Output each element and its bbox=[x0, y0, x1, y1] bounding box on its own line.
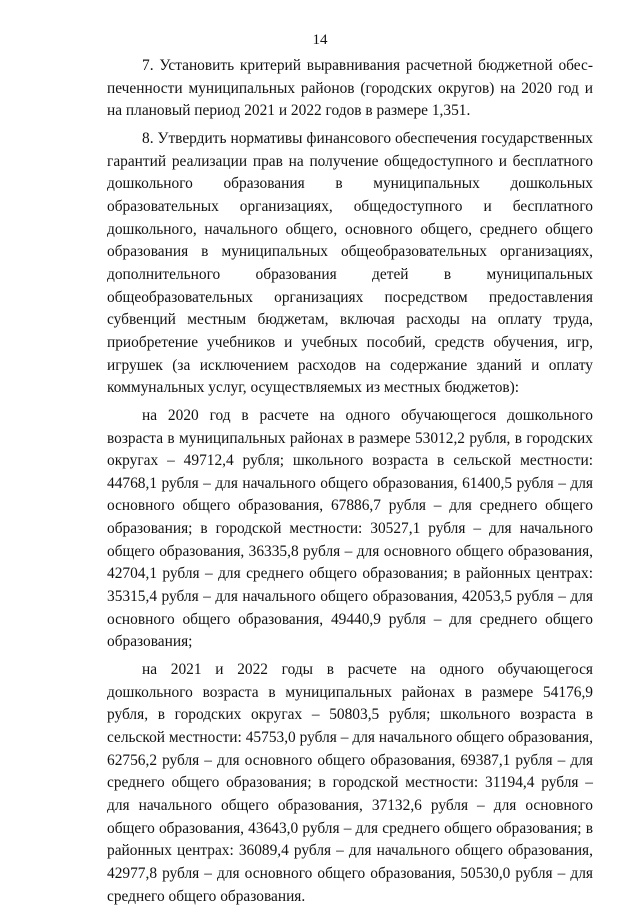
paragraph-2021-2022-rates: на 2021 и 2022 годы в расчете на одного обучающегося дошкольного возраста в муниципальных районах в размере 54176,9 рубля, в городских округах – 50803,5 рубля; школьного возраста в сельской местности: 45753,0 рубля – для начального общего образования, 62756,2 рубля – для основного общего образования, 69387,1 рубля – для среднего общего образования; в городской местности: 31194,4 рубля – для начального общего образования, 37132,6 рубля – для основного общего образования, 43643,0 рубля – для среднего общего образования; в районных центрах: 36089,4 рубля – для начального общего образования, 42977,8 рубля – для основного общего образования, 50530,0 рубля – для среднего общего образования. bbox=[107, 661, 593, 905]
paragraph-education-standards: 8. Утвердить нормативы финансового обеспечения государственных гарантий реализации прав на получение общедоступного и бесплатного дошкольного образования в муниципальных дошкольных образовательных организациях, общедоступного и бесплатного дошкольного, начального общего, основного общего, среднего общего образования в муниципальных общеобразовательных организациях, дополнительного образования детей в муниципальных общеобразовательных организациях посредством предоставления субвенций местным бюджетам, включая расходы на оплату труда, приобретение учебников и учебных пособий, средств обучения, игр, игрушек (за исключением расходов на содержание зданий и оплату коммунальных услуг, осуществляемых из местных бюджетов): bbox=[107, 129, 593, 397]
paragraph-2020-rates: на 2020 год в расчете на одного обучающегося дошкольного возраста в муниципальных районах в размере 53012,2 рубля, в городских округах – 49712,4 рубля; школьного возраста в сельской местности: 44768,1 рубля – для начального общего образования, 61400,5 рубля – для основного общего образования, 67886,7 рубля – для среднего общего образования; в городской местности: 30527,1 рубля – для начального общего образования, 36335,8 рубля – для основного общего образования, 42704,1 рубля – для среднего общего образования; в районных центрах: 35315,4 рубля – для начального общего образования, 42053,5 рубля – для основного общего образования, 49440,9 рубля – для среднего общего образования; bbox=[107, 406, 593, 651]
page-number: 14 bbox=[312, 32, 328, 48]
paragraph-budget-criterion: 7. Установить критерий выравнивания расчетной бюджетной обеспеченности муниципальных районов (городских округов) на 2020 год и на плановый период 2021 и 2022 годов в размере 1,351. bbox=[107, 57, 593, 120]
document-body bbox=[107, 55, 593, 908]
